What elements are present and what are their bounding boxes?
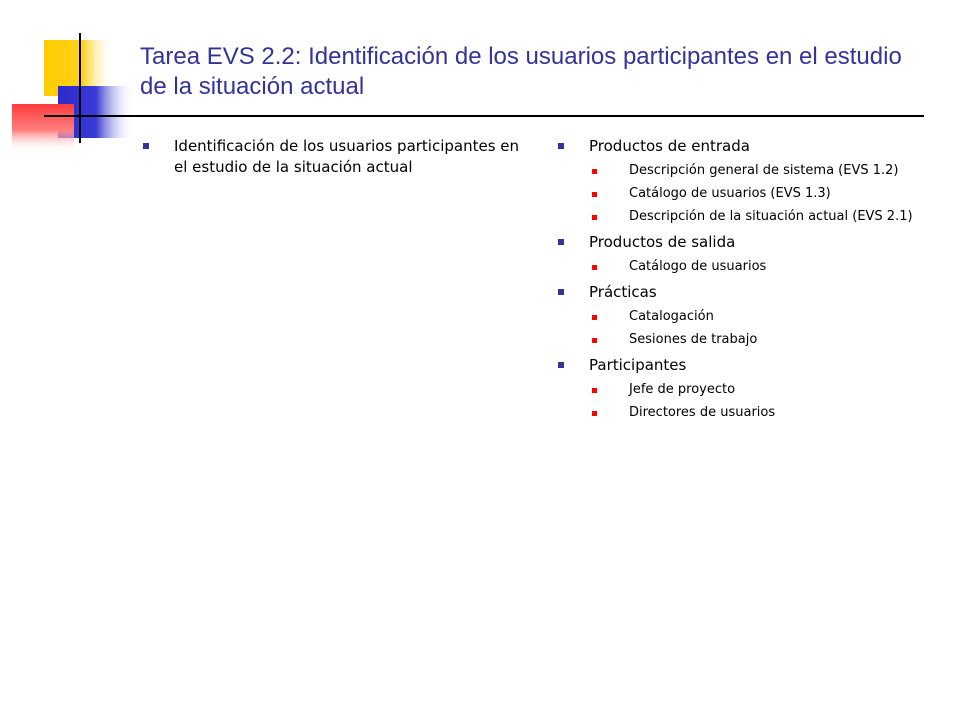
bullet-item: [555, 232, 935, 276]
bullet-item: [555, 355, 935, 422]
sub-bullet-icon: [592, 411, 597, 416]
title-divider: [44, 115, 924, 117]
square-bullet-icon: [558, 362, 564, 368]
bullet-text: Prácticas: [589, 283, 657, 301]
bullet-item: [140, 136, 530, 178]
sub-bullet-text: Jefe de proyecto: [629, 382, 736, 397]
sub-bullet-icon: [592, 315, 597, 320]
sub-list: [589, 381, 935, 422]
sub-bullet-item: [589, 308, 935, 326]
sub-list: [589, 258, 935, 276]
square-bullet-icon: [558, 143, 564, 149]
bullet-item: [555, 282, 935, 349]
right-column: [555, 136, 935, 428]
sub-bullet-icon: [592, 338, 597, 343]
sub-bullet-icon: [592, 192, 597, 197]
bullet-text: Productos de entrada: [589, 137, 750, 155]
sub-bullet-icon: [592, 265, 597, 270]
bullet-text: Productos de salida: [589, 233, 736, 251]
bullet-item: [555, 136, 935, 226]
decorative-logo: [0, 0, 140, 160]
sub-list: [589, 162, 935, 226]
sub-bullet-text: Sesiones de trabajo: [629, 332, 758, 347]
sub-bullet-item: [589, 258, 935, 276]
sub-bullet-item: [589, 208, 935, 226]
sub-bullet-item: [589, 404, 935, 422]
square-bullet-icon: [558, 239, 564, 245]
sub-bullet-item: [589, 381, 935, 399]
bullet-text: Identificación de los usuarios participantes en el estudio de la situación actual: [174, 137, 520, 176]
sub-bullet-text: Descripción general de sistema (EVS 1.2): [629, 163, 899, 178]
sub-bullet-text: Descripción de la situación actual (EVS 2.1): [629, 209, 913, 224]
square-bullet-icon: [143, 143, 149, 149]
sub-bullet-icon: [592, 169, 597, 174]
sub-bullet-icon: [592, 388, 597, 393]
bullet-text: Participantes: [589, 356, 687, 374]
sub-bullet-text: Directores de usuarios: [629, 405, 776, 420]
sub-bullet-icon: [592, 215, 597, 220]
slide-title: Tarea EVS 2.2: Identificación de los usuarios participantes en el estudio de la situación actual: [140, 43, 902, 100]
sub-bullet-text: Catálogo de usuarios (EVS 1.3): [629, 186, 831, 201]
sub-bullet-text: Catalogación: [629, 309, 714, 324]
sub-bullet-item: [589, 162, 935, 180]
sub-bullet-item: [589, 331, 935, 349]
square-bullet-icon: [558, 289, 564, 295]
sub-list: [589, 308, 935, 349]
sub-bullet-text: Catálogo de usuarios: [629, 259, 767, 274]
left-column: [140, 136, 530, 184]
sub-bullet-item: [589, 185, 935, 203]
